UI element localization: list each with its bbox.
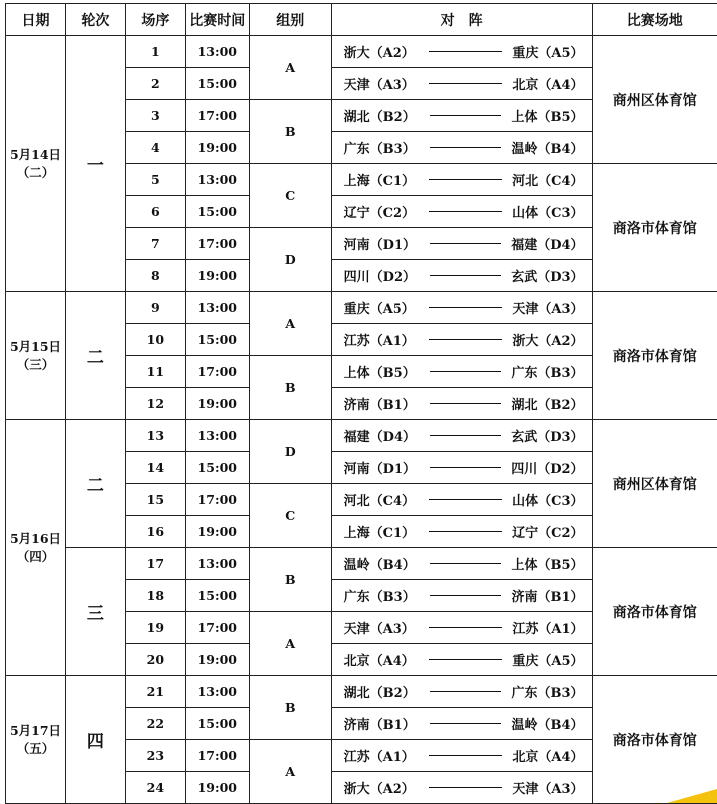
matchup bbox=[332, 746, 592, 765]
date-cell bbox=[6, 420, 66, 676]
versus-dash bbox=[429, 499, 502, 500]
match-cell bbox=[331, 292, 592, 324]
home-team: 重庆（A5） bbox=[344, 298, 415, 317]
versus-dash bbox=[430, 371, 502, 372]
seq-cell: 10 bbox=[125, 324, 185, 356]
home-team: 浙大（A2） bbox=[344, 778, 415, 797]
versus-dash bbox=[430, 467, 501, 468]
versus-dash bbox=[429, 659, 503, 660]
away-team: 玄武（D3） bbox=[511, 426, 583, 445]
seq-cell: 14 bbox=[125, 452, 185, 484]
away-team: 北京（A4） bbox=[512, 74, 583, 93]
date-label: 5月15日 bbox=[6, 338, 65, 356]
match-cell bbox=[331, 36, 592, 68]
seq-cell: 20 bbox=[125, 644, 185, 676]
time-cell: 17:00 bbox=[185, 612, 249, 644]
group-cell: B bbox=[249, 676, 331, 740]
home-team: 广东（B3） bbox=[344, 586, 416, 605]
versus-dash bbox=[430, 275, 501, 276]
header-round: 轮次 bbox=[65, 4, 125, 36]
time-cell: 17:00 bbox=[185, 228, 249, 260]
home-team: 湖北（B2） bbox=[344, 682, 416, 701]
seq-cell: 16 bbox=[125, 516, 185, 548]
versus-dash bbox=[430, 563, 502, 564]
group-cell: A bbox=[249, 292, 331, 356]
time-cell: 17:00 bbox=[185, 100, 249, 132]
match-cell bbox=[331, 484, 592, 516]
matchup bbox=[332, 330, 592, 349]
match-cell bbox=[331, 228, 592, 260]
round-cell: 四 bbox=[65, 676, 125, 804]
header-row bbox=[6, 4, 717, 36]
home-team: 河南（D1） bbox=[344, 234, 416, 253]
match-cell bbox=[331, 260, 592, 292]
matchup bbox=[332, 42, 592, 61]
versus-dash bbox=[429, 179, 502, 180]
seq-cell: 22 bbox=[125, 708, 185, 740]
versus-dash bbox=[429, 531, 502, 532]
away-team: 天津（A3） bbox=[512, 298, 583, 317]
seq-cell: 23 bbox=[125, 740, 185, 772]
seq-cell: 8 bbox=[125, 260, 185, 292]
table-row bbox=[6, 36, 717, 68]
seq-cell: 13 bbox=[125, 420, 185, 452]
home-team: 济南（B1） bbox=[344, 714, 416, 733]
matchup bbox=[332, 298, 592, 317]
table-row bbox=[6, 292, 717, 324]
time-cell: 13:00 bbox=[185, 36, 249, 68]
matchup bbox=[332, 234, 592, 253]
venue-cell: 商州区体育馆 bbox=[592, 36, 717, 164]
away-team: 玄武（D3） bbox=[511, 266, 583, 285]
round-cell: 三 bbox=[65, 548, 125, 676]
seq-cell: 15 bbox=[125, 484, 185, 516]
venue-cell: 商洛市体育馆 bbox=[592, 548, 717, 676]
versus-dash bbox=[429, 755, 503, 756]
away-team: 重庆（A5） bbox=[512, 650, 583, 669]
matchup bbox=[332, 714, 592, 733]
table-row bbox=[6, 676, 717, 708]
versus-dash bbox=[429, 83, 503, 84]
date-label: 5月14日 bbox=[6, 146, 65, 164]
versus-dash bbox=[429, 307, 503, 308]
match-cell bbox=[331, 452, 592, 484]
header-time: 比赛时间 bbox=[185, 4, 249, 36]
match-cell bbox=[331, 196, 592, 228]
matchup bbox=[332, 554, 592, 573]
table-row bbox=[6, 420, 717, 452]
home-team: 江苏（A1） bbox=[344, 746, 415, 765]
away-team: 天津（A3） bbox=[512, 778, 583, 797]
home-team: 广东（B3） bbox=[344, 138, 416, 157]
seq-cell: 3 bbox=[125, 100, 185, 132]
header-seq: 场序 bbox=[125, 4, 185, 36]
match-cell bbox=[331, 420, 592, 452]
matchup bbox=[332, 426, 592, 445]
match-cell bbox=[331, 548, 592, 580]
seq-cell: 17 bbox=[125, 548, 185, 580]
match-cell bbox=[331, 516, 592, 548]
weekday-label: （三） bbox=[6, 356, 65, 374]
away-team: 山体（C3） bbox=[512, 202, 583, 221]
time-cell: 19:00 bbox=[185, 644, 249, 676]
matchup bbox=[332, 202, 592, 221]
decorative-corner bbox=[667, 789, 717, 803]
seq-cell: 11 bbox=[125, 356, 185, 388]
matchup bbox=[332, 394, 592, 413]
header-match: 对 阵 bbox=[331, 4, 592, 36]
home-team: 天津（A3） bbox=[344, 74, 415, 93]
date-label: 5月16日 bbox=[6, 530, 65, 548]
group-cell: A bbox=[249, 740, 331, 804]
match-cell bbox=[331, 676, 592, 708]
time-cell: 13:00 bbox=[185, 292, 249, 324]
versus-dash bbox=[429, 51, 503, 52]
time-cell: 17:00 bbox=[185, 740, 249, 772]
match-cell bbox=[331, 132, 592, 164]
matchup bbox=[332, 106, 592, 125]
seq-cell: 6 bbox=[125, 196, 185, 228]
versus-dash bbox=[430, 403, 502, 404]
away-team: 北京（A4） bbox=[512, 746, 583, 765]
seq-cell: 24 bbox=[125, 772, 185, 804]
time-cell: 15:00 bbox=[185, 452, 249, 484]
match-cell bbox=[331, 68, 592, 100]
match-cell bbox=[331, 644, 592, 676]
home-team: 上海（C1） bbox=[344, 522, 415, 541]
group-cell: B bbox=[249, 548, 331, 612]
date-label: 5月17日 bbox=[6, 722, 65, 740]
away-team: 江苏（A1） bbox=[512, 618, 583, 637]
match-cell bbox=[331, 740, 592, 772]
group-cell: A bbox=[249, 612, 331, 676]
home-team: 四川（D2） bbox=[344, 266, 416, 285]
round-cell: 二 bbox=[65, 420, 125, 548]
seq-cell: 9 bbox=[125, 292, 185, 324]
venue-cell: 商洛市体育馆 bbox=[592, 164, 717, 292]
match-cell bbox=[331, 612, 592, 644]
seq-cell: 12 bbox=[125, 388, 185, 420]
time-cell: 15:00 bbox=[185, 68, 249, 100]
time-cell: 13:00 bbox=[185, 548, 249, 580]
matchup bbox=[332, 650, 592, 669]
away-team: 四川（D2） bbox=[511, 458, 583, 477]
time-cell: 13:00 bbox=[185, 420, 249, 452]
home-team: 温岭（B4） bbox=[344, 554, 416, 573]
away-team: 辽宁（C2） bbox=[512, 522, 583, 541]
header-group: 组别 bbox=[249, 4, 331, 36]
group-cell: C bbox=[249, 484, 331, 548]
date-cell bbox=[6, 292, 66, 420]
matchup bbox=[332, 522, 592, 541]
away-team: 广东（B3） bbox=[511, 682, 583, 701]
time-cell: 19:00 bbox=[185, 260, 249, 292]
date-cell bbox=[6, 676, 66, 804]
table-row bbox=[6, 548, 717, 580]
away-team: 温岭（B4） bbox=[511, 714, 583, 733]
group-cell: D bbox=[249, 228, 331, 292]
header-venue: 比赛场地 bbox=[592, 4, 717, 36]
matchup bbox=[332, 682, 592, 701]
group-cell: B bbox=[249, 356, 331, 420]
home-team: 江苏（A1） bbox=[344, 330, 415, 349]
time-cell: 15:00 bbox=[185, 196, 249, 228]
venue-cell: 商洛市体育馆 bbox=[592, 292, 717, 420]
match-cell bbox=[331, 580, 592, 612]
versus-dash bbox=[430, 595, 502, 596]
versus-dash bbox=[429, 627, 503, 628]
matchup bbox=[332, 458, 592, 477]
versus-dash bbox=[430, 243, 501, 244]
time-cell: 13:00 bbox=[185, 164, 249, 196]
home-team: 河北（C4） bbox=[344, 490, 415, 509]
versus-dash bbox=[429, 211, 502, 212]
matchup bbox=[332, 138, 592, 157]
home-team: 上海（C1） bbox=[344, 170, 415, 189]
time-cell: 15:00 bbox=[185, 580, 249, 612]
header-date: 日期 bbox=[6, 4, 66, 36]
versus-dash bbox=[429, 339, 503, 340]
seq-cell: 2 bbox=[125, 68, 185, 100]
home-team: 上体（B5） bbox=[344, 362, 416, 381]
match-cell bbox=[331, 164, 592, 196]
home-team: 河南（D1） bbox=[344, 458, 416, 477]
seq-cell: 18 bbox=[125, 580, 185, 612]
group-cell: C bbox=[249, 164, 331, 228]
matchup bbox=[332, 170, 592, 189]
away-team: 上体（B5） bbox=[511, 106, 583, 125]
time-cell: 13:00 bbox=[185, 676, 249, 708]
home-team: 辽宁（C2） bbox=[344, 202, 415, 221]
venue-cell: 商洛市体育馆 bbox=[592, 676, 717, 804]
away-team: 湖北（B2） bbox=[511, 394, 583, 413]
home-team: 济南（B1） bbox=[344, 394, 416, 413]
time-cell: 19:00 bbox=[185, 516, 249, 548]
time-cell: 19:00 bbox=[185, 132, 249, 164]
versus-dash bbox=[429, 787, 503, 788]
versus-dash bbox=[430, 691, 502, 692]
time-cell: 17:00 bbox=[185, 484, 249, 516]
matchup bbox=[332, 586, 592, 605]
group-cell: B bbox=[249, 100, 331, 164]
time-cell: 19:00 bbox=[185, 772, 249, 804]
versus-dash bbox=[430, 147, 502, 148]
versus-dash bbox=[430, 723, 502, 724]
seq-cell: 4 bbox=[125, 132, 185, 164]
time-cell: 19:00 bbox=[185, 388, 249, 420]
group-cell: A bbox=[249, 36, 331, 100]
match-cell bbox=[331, 324, 592, 356]
away-team: 重庆（A5） bbox=[512, 42, 583, 61]
match-cell bbox=[331, 388, 592, 420]
home-team: 湖北（B2） bbox=[344, 106, 416, 125]
matchup bbox=[332, 778, 592, 797]
match-cell bbox=[331, 772, 592, 804]
away-team: 福建（D4） bbox=[511, 234, 583, 253]
time-cell: 17:00 bbox=[185, 356, 249, 388]
away-team: 广东（B3） bbox=[511, 362, 583, 381]
round-cell: 一 bbox=[65, 36, 125, 292]
date-cell bbox=[6, 36, 66, 292]
home-team: 天津（A3） bbox=[344, 618, 415, 637]
venue-cell: 商州区体育馆 bbox=[592, 420, 717, 548]
seq-cell: 19 bbox=[125, 612, 185, 644]
schedule-table bbox=[5, 3, 717, 804]
matchup bbox=[332, 266, 592, 285]
away-team: 上体（B5） bbox=[511, 554, 583, 573]
match-cell bbox=[331, 100, 592, 132]
matchup bbox=[332, 618, 592, 637]
away-team: 温岭（B4） bbox=[511, 138, 583, 157]
seq-cell: 5 bbox=[125, 164, 185, 196]
seq-cell: 1 bbox=[125, 36, 185, 68]
round-cell: 二 bbox=[65, 292, 125, 420]
versus-dash bbox=[430, 115, 502, 116]
weekday-label: （五） bbox=[6, 740, 65, 758]
matchup bbox=[332, 490, 592, 509]
away-team: 济南（B1） bbox=[511, 586, 583, 605]
schedule-body bbox=[6, 36, 717, 804]
away-team: 河北（C4） bbox=[512, 170, 583, 189]
time-cell: 15:00 bbox=[185, 324, 249, 356]
weekday-label: （二） bbox=[6, 164, 65, 182]
matchup bbox=[332, 74, 592, 93]
seq-cell: 7 bbox=[125, 228, 185, 260]
home-team: 北京（A4） bbox=[344, 650, 415, 669]
matchup bbox=[332, 362, 592, 381]
away-team: 山体（C3） bbox=[512, 490, 583, 509]
match-cell bbox=[331, 356, 592, 388]
match-cell bbox=[331, 708, 592, 740]
away-team: 浙大（A2） bbox=[512, 330, 583, 349]
home-team: 福建（D4） bbox=[344, 426, 416, 445]
home-team: 浙大（A2） bbox=[344, 42, 415, 61]
time-cell: 15:00 bbox=[185, 708, 249, 740]
versus-dash bbox=[430, 435, 501, 436]
weekday-label: （四） bbox=[6, 548, 65, 566]
seq-cell: 21 bbox=[125, 676, 185, 708]
group-cell: D bbox=[249, 420, 331, 484]
